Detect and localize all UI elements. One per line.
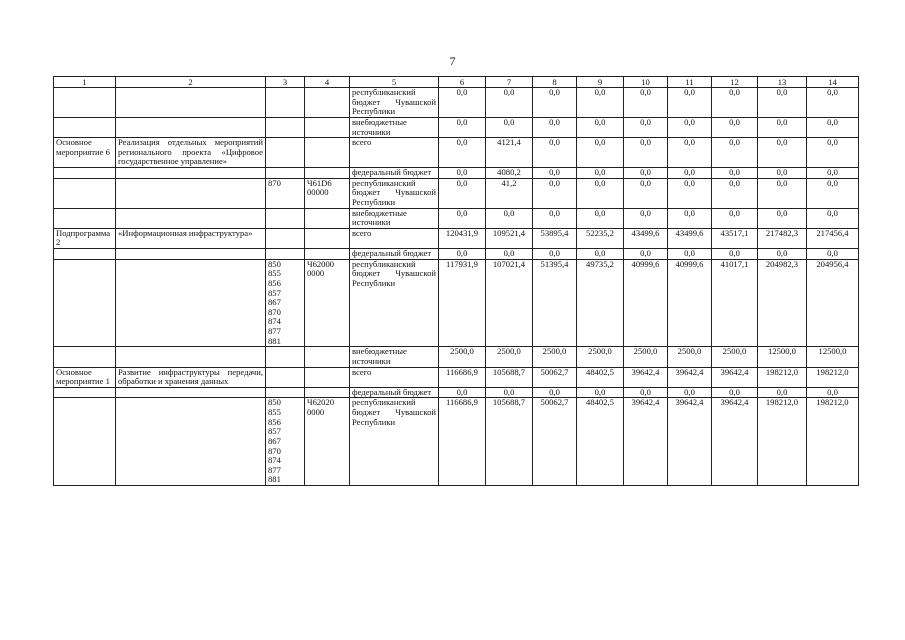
funding-source-cell: всего — [350, 367, 439, 387]
amount-cell: 0,0 — [577, 117, 624, 137]
program-name-cell: «Информационная инфраструктура» — [116, 228, 266, 248]
amount-cell: 0,0 — [439, 168, 486, 179]
target-article-cell — [305, 249, 350, 260]
amount-cell: 198212,0 — [807, 367, 859, 387]
amount-cell: 39642,4 — [668, 367, 712, 387]
page-number: 7 — [449, 54, 456, 68]
grbs-code-cell: 870 — [266, 178, 305, 208]
amount-cell: 0,0 — [439, 117, 486, 137]
program-name-cell — [116, 208, 266, 228]
table-header-row — [54, 77, 859, 88]
column-header: 3 — [266, 77, 305, 88]
amount-cell: 0,0 — [577, 249, 624, 260]
amount-cell: 0,0 — [807, 387, 859, 398]
target-article-cell — [305, 367, 350, 387]
amount-cell: 0,0 — [668, 208, 712, 228]
amount-cell: 0,0 — [712, 249, 758, 260]
grbs-code-cell — [266, 367, 305, 387]
amount-cell: 0,0 — [486, 387, 533, 398]
amount-cell: 2500,0 — [668, 347, 712, 367]
program-level-cell: Основное мероприятие 1 — [54, 367, 116, 387]
program-level-cell — [54, 168, 116, 179]
amount-cell: 217456,4 — [807, 228, 859, 248]
column-header: 1 — [54, 77, 116, 88]
amount-cell: 39642,4 — [712, 398, 758, 486]
amount-cell: 0,0 — [577, 387, 624, 398]
amount-cell: 39642,4 — [624, 398, 668, 486]
amount-cell: 0,0 — [712, 208, 758, 228]
program-level-cell — [54, 347, 116, 367]
grbs-code-cell — [266, 249, 305, 260]
amount-cell: 0,0 — [533, 178, 577, 208]
budget-table — [53, 76, 859, 486]
amount-cell: 39642,4 — [668, 398, 712, 486]
funding-source-cell: внебюджетные источники — [350, 117, 439, 137]
amount-cell: 0,0 — [668, 178, 712, 208]
program-name-cell — [116, 117, 266, 137]
amount-cell: 0,0 — [486, 208, 533, 228]
amount-cell: 198212,0 — [758, 398, 807, 486]
funding-source-cell: федеральный бюджет — [350, 249, 439, 260]
amount-cell: 105688,7 — [486, 398, 533, 486]
amount-cell: 0,0 — [668, 138, 712, 168]
amount-cell: 0,0 — [668, 168, 712, 179]
amount-cell: 41017,1 — [712, 259, 758, 347]
funding-source-cell: всего — [350, 228, 439, 248]
amount-cell: 39642,4 — [712, 367, 758, 387]
grbs-code-cell — [266, 208, 305, 228]
table-row — [54, 367, 859, 387]
amount-cell: 116686,9 — [439, 367, 486, 387]
amount-cell: 0,0 — [577, 208, 624, 228]
amount-cell: 2500,0 — [486, 347, 533, 367]
column-header: 10 — [624, 77, 668, 88]
funding-source-cell: республиканский бюджет Чувашской Республики — [350, 178, 439, 208]
funding-source-cell: республиканский бюджет Чувашской Республики — [350, 259, 439, 347]
amount-cell: 2500,0 — [624, 347, 668, 367]
funding-source-cell: всего — [350, 138, 439, 168]
table-row — [54, 208, 859, 228]
amount-cell: 0,0 — [807, 208, 859, 228]
amount-cell: 53895,4 — [533, 228, 577, 248]
funding-source-cell: федеральный бюджет — [350, 387, 439, 398]
amount-cell: 2500,0 — [712, 347, 758, 367]
target-article-cell: Ч62020 0000 — [305, 398, 350, 486]
column-header: 8 — [533, 77, 577, 88]
amount-cell: 4121,4 — [486, 138, 533, 168]
amount-cell: 0,0 — [577, 178, 624, 208]
table-row — [54, 259, 859, 347]
grbs-code-cell — [266, 117, 305, 137]
amount-cell: 0,0 — [533, 168, 577, 179]
amount-cell: 50062,7 — [533, 398, 577, 486]
column-header: 12 — [712, 77, 758, 88]
grbs-code-cell — [266, 347, 305, 367]
amount-cell: 2500,0 — [577, 347, 624, 367]
amount-cell: 204982,3 — [758, 259, 807, 347]
amount-cell: 12500,0 — [807, 347, 859, 367]
grbs-code-cell: 850 855 856 857 867 870 874 877 881 — [266, 398, 305, 486]
amount-cell: 0,0 — [533, 117, 577, 137]
amount-cell: 116686,9 — [439, 398, 486, 486]
program-name-cell — [116, 387, 266, 398]
target-article-cell: Ч61D6 00000 — [305, 178, 350, 208]
table-row — [54, 387, 859, 398]
amount-cell: 0,0 — [624, 208, 668, 228]
amount-cell: 0,0 — [624, 178, 668, 208]
amount-cell: 0,0 — [439, 138, 486, 168]
program-name-cell — [116, 249, 266, 260]
program-name-cell — [116, 88, 266, 118]
funding-source-cell: федеральный бюджет — [350, 168, 439, 179]
amount-cell: 51395,4 — [533, 259, 577, 347]
column-header: 4 — [305, 77, 350, 88]
amount-cell: 0,0 — [577, 88, 624, 118]
amount-cell: 0,0 — [758, 168, 807, 179]
amount-cell: 41,2 — [486, 178, 533, 208]
target-article-cell — [305, 208, 350, 228]
amount-cell: 52235,2 — [577, 228, 624, 248]
table-row — [54, 347, 859, 367]
table-row — [54, 88, 859, 118]
program-name-cell — [116, 398, 266, 486]
amount-cell: 105688,7 — [486, 367, 533, 387]
column-header: 7 — [486, 77, 533, 88]
amount-cell: 0,0 — [758, 178, 807, 208]
table-body — [54, 88, 859, 486]
program-name-cell — [116, 168, 266, 179]
target-article-cell — [305, 88, 350, 118]
program-level-cell — [54, 259, 116, 347]
amount-cell: 0,0 — [807, 117, 859, 137]
amount-cell: 0,0 — [533, 88, 577, 118]
amount-cell: 0,0 — [439, 178, 486, 208]
amount-cell: 0,0 — [624, 88, 668, 118]
table-row — [54, 398, 859, 486]
amount-cell: 0,0 — [807, 168, 859, 179]
program-name-cell: Реализация отдельных мероприятий регионального проекта «Цифровое государственное управление» — [116, 138, 266, 168]
amount-cell: 0,0 — [668, 249, 712, 260]
amount-cell: 217482,3 — [758, 228, 807, 248]
column-header: 5 — [350, 77, 439, 88]
funding-source-cell: внебюджетные источники — [350, 208, 439, 228]
grbs-code-cell — [266, 387, 305, 398]
program-level-cell — [54, 88, 116, 118]
amount-cell: 2500,0 — [533, 347, 577, 367]
amount-cell: 0,0 — [439, 208, 486, 228]
amount-cell: 39642,4 — [624, 367, 668, 387]
table-row — [54, 168, 859, 179]
amount-cell: 0,0 — [624, 117, 668, 137]
amount-cell: 198212,0 — [758, 367, 807, 387]
amount-cell: 117931,9 — [439, 259, 486, 347]
amount-cell: 0,0 — [758, 249, 807, 260]
amount-cell: 0,0 — [439, 88, 486, 118]
amount-cell: 0,0 — [624, 168, 668, 179]
program-name-cell — [116, 178, 266, 208]
amount-cell: 198212,0 — [807, 398, 859, 486]
target-article-cell — [305, 387, 350, 398]
amount-cell: 0,0 — [668, 88, 712, 118]
amount-cell: 50062,7 — [533, 367, 577, 387]
amount-cell: 0,0 — [486, 249, 533, 260]
amount-cell: 43517,1 — [712, 228, 758, 248]
amount-cell: 0,0 — [758, 138, 807, 168]
amount-cell: 0,0 — [533, 208, 577, 228]
amount-cell: 2500,0 — [439, 347, 486, 367]
funding-source-cell: республиканский бюджет Чувашской Республики — [350, 88, 439, 118]
program-level-cell — [54, 387, 116, 398]
amount-cell: 48402,5 — [577, 398, 624, 486]
amount-cell: 0,0 — [712, 117, 758, 137]
amount-cell: 120431,9 — [439, 228, 486, 248]
program-level-cell — [54, 178, 116, 208]
program-level-cell — [54, 208, 116, 228]
amount-cell: 0,0 — [624, 387, 668, 398]
amount-cell: 0,0 — [807, 178, 859, 208]
amount-cell: 4080,2 — [486, 168, 533, 179]
amount-cell: 0,0 — [712, 88, 758, 118]
program-name-cell — [116, 347, 266, 367]
grbs-code-cell — [266, 88, 305, 118]
amount-cell: 0,0 — [712, 168, 758, 179]
amount-cell: 0,0 — [807, 138, 859, 168]
grbs-code-cell — [266, 138, 305, 168]
table-row — [54, 249, 859, 260]
amount-cell: 107021,4 — [486, 259, 533, 347]
column-header: 13 — [758, 77, 807, 88]
amount-cell: 0,0 — [533, 138, 577, 168]
program-level-cell — [54, 249, 116, 260]
column-header: 11 — [668, 77, 712, 88]
column-header: 9 — [577, 77, 624, 88]
amount-cell: 0,0 — [486, 88, 533, 118]
column-header: 6 — [439, 77, 486, 88]
amount-cell: 0,0 — [624, 249, 668, 260]
grbs-code-cell: 850 855 856 857 867 870 874 877 881 — [266, 259, 305, 347]
funding-source-cell: внебюджетные источники — [350, 347, 439, 367]
amount-cell: 0,0 — [439, 249, 486, 260]
table-row — [54, 178, 859, 208]
amount-cell: 0,0 — [758, 88, 807, 118]
amount-cell: 43499,6 — [668, 228, 712, 248]
table-row — [54, 138, 859, 168]
amount-cell: 204956,4 — [807, 259, 859, 347]
amount-cell: 0,0 — [807, 88, 859, 118]
target-article-cell — [305, 347, 350, 367]
amount-cell: 0,0 — [758, 387, 807, 398]
column-header: 14 — [807, 77, 859, 88]
amount-cell: 0,0 — [439, 387, 486, 398]
amount-cell: 0,0 — [533, 387, 577, 398]
amount-cell: 109521,4 — [486, 228, 533, 248]
amount-cell: 0,0 — [577, 168, 624, 179]
amount-cell: 49735,2 — [577, 259, 624, 347]
program-name-cell: Развитие инфраструктуры передачи, обработки и хранения данных — [116, 367, 266, 387]
target-article-cell — [305, 228, 350, 248]
amount-cell: 0,0 — [668, 387, 712, 398]
amount-cell: 0,0 — [712, 138, 758, 168]
target-article-cell — [305, 117, 350, 137]
amount-cell: 0,0 — [533, 249, 577, 260]
column-header: 2 — [116, 77, 266, 88]
amount-cell: 0,0 — [577, 138, 624, 168]
program-level-cell: Основное мероприятие 6 — [54, 138, 116, 168]
amount-cell: 0,0 — [712, 178, 758, 208]
amount-cell: 0,0 — [668, 117, 712, 137]
amount-cell: 0,0 — [807, 249, 859, 260]
target-article-cell — [305, 138, 350, 168]
table-row — [54, 117, 859, 137]
amount-cell: 0,0 — [712, 387, 758, 398]
grbs-code-cell — [266, 228, 305, 248]
amount-cell: 12500,0 — [758, 347, 807, 367]
target-article-cell — [305, 168, 350, 179]
amount-cell: 40999,6 — [668, 259, 712, 347]
target-article-cell: Ч62000 0000 — [305, 259, 350, 347]
amount-cell: 0,0 — [758, 117, 807, 137]
grbs-code-cell — [266, 168, 305, 179]
program-level-cell — [54, 117, 116, 137]
program-level-cell: Подпрограмма 2 — [54, 228, 116, 248]
program-level-cell — [54, 398, 116, 486]
table-row — [54, 228, 859, 248]
program-name-cell — [116, 259, 266, 347]
amount-cell: 0,0 — [758, 208, 807, 228]
amount-cell: 48402,5 — [577, 367, 624, 387]
amount-cell: 40999,6 — [624, 259, 668, 347]
funding-source-cell: республиканский бюджет Чувашской Республики — [350, 398, 439, 486]
amount-cell: 43499,6 — [624, 228, 668, 248]
amount-cell: 0,0 — [624, 138, 668, 168]
amount-cell: 0,0 — [486, 117, 533, 137]
